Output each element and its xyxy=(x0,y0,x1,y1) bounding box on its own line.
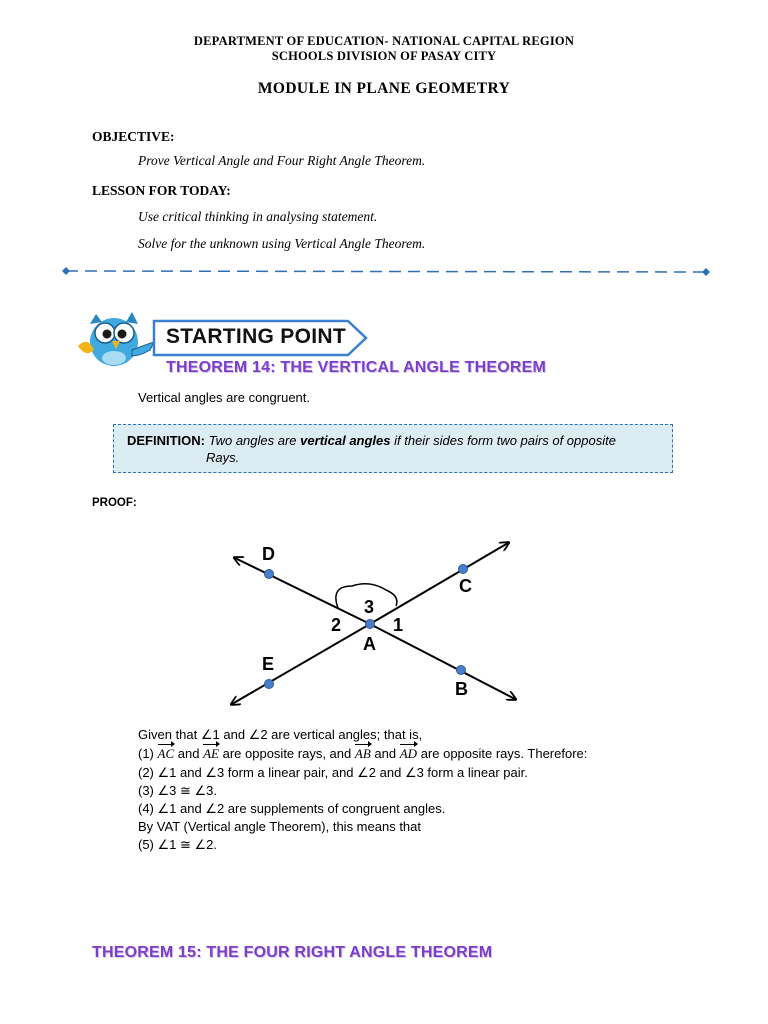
objective-label: OBJECTIVE: xyxy=(92,129,175,144)
step-1-and-2: and xyxy=(374,746,397,761)
step-1-and-1: and xyxy=(177,746,200,761)
label-angle-1: 1 xyxy=(393,615,404,635)
theorem-14-heading: THEOREM 14: THE VERTICAL ANGLE THEOREM xyxy=(166,359,547,376)
definition-term: vertical angles xyxy=(300,433,391,448)
label-angle-2: 2 xyxy=(331,615,342,635)
point-b xyxy=(457,666,466,675)
definition-line-1 xyxy=(127,433,616,448)
proof-step-3: (3) ∠3 ≅ ∠3. xyxy=(138,783,217,798)
label-d: D xyxy=(262,544,275,564)
proof-step-5: (5) ∠1 ≅ ∠2. xyxy=(138,837,217,852)
section-divider xyxy=(60,264,712,278)
objective-text: Prove Vertical Angle and Four Right Angle Theorem. xyxy=(138,153,426,168)
line-ce xyxy=(370,543,508,624)
ray-ab: AB xyxy=(354,746,371,761)
division-header: SCHOOLS DIVISION OF PASAY CITY xyxy=(271,49,497,63)
step-1-mid: are opposite rays, and xyxy=(222,746,352,761)
label-angle-3: 3 xyxy=(364,597,375,617)
module-title: MODULE IN PLANE GEOMETRY xyxy=(257,80,511,97)
proof-step-1 xyxy=(138,745,587,763)
ray-ae: AE xyxy=(203,746,219,761)
definition-label: DEFINITION: xyxy=(127,433,205,448)
point-e xyxy=(265,680,274,689)
lesson-label: LESSON FOR TODAY: xyxy=(92,183,231,198)
ray-ad: AD xyxy=(399,746,418,761)
owl-mascot-icon xyxy=(76,306,156,368)
proof-step-4: (4) ∠1 and ∠2 are supplements of congruent angles. xyxy=(138,801,446,816)
line-db xyxy=(235,558,370,624)
theorem-statement: Vertical angles are congruent. xyxy=(138,390,310,405)
proof-given: Given that ∠1 and ∠2 are vertical angles; that is, xyxy=(138,727,423,742)
label-c: C xyxy=(459,576,472,596)
proof-step-2: (2) ∠1 and ∠3 form a linear pair, and ∠2 and ∠3 form a linear pair. xyxy=(138,765,528,780)
label-e: E xyxy=(262,654,275,674)
lesson-item-1: Use critical thinking in analysing statement. xyxy=(138,209,378,224)
definition-box xyxy=(113,424,673,473)
step-1-end: are opposite rays. Therefore: xyxy=(420,746,588,761)
step-1-number: (1) xyxy=(138,746,154,761)
proof-label: PROOF: xyxy=(92,497,137,509)
vertical-angle-diagram xyxy=(220,538,530,718)
line-ce-2 xyxy=(232,624,370,704)
ray-ac: AC xyxy=(157,746,175,761)
label-b: B xyxy=(455,679,468,699)
point-a xyxy=(366,620,375,629)
line-db-2 xyxy=(370,624,515,699)
definition-post: if their sides form two pairs of opposite xyxy=(394,433,616,448)
label-a: A xyxy=(363,634,376,654)
dept-header: DEPARTMENT OF EDUCATION- NATIONAL CAPITAL REGION xyxy=(193,34,575,48)
point-d xyxy=(265,570,274,579)
proof-vat: By VAT (Vertical angle Theorem), this means that xyxy=(138,819,421,834)
definition-line-2: Rays. xyxy=(206,450,240,465)
definition-pre: Two angles are xyxy=(208,433,297,448)
starting-point-title: STARTING POINT xyxy=(166,325,346,348)
theorem-15-heading: THEOREM 15: THE FOUR RIGHT ANGLE THEOREM xyxy=(92,944,493,961)
point-c xyxy=(459,565,468,574)
lesson-item-2: Solve for the unknown using Vertical Angle Theorem. xyxy=(138,236,426,251)
